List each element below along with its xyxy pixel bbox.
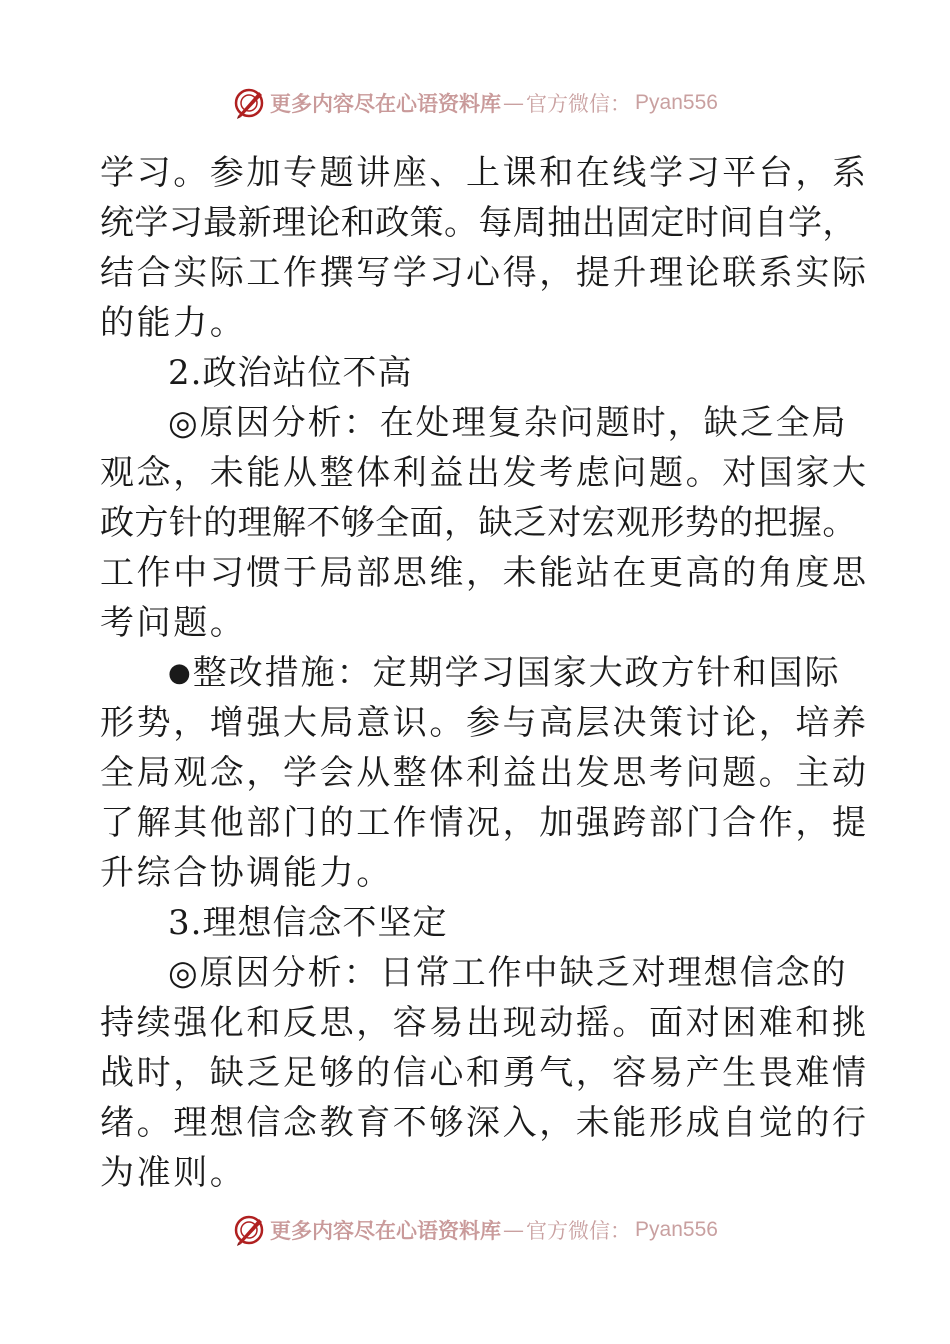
text-line: 工作中习惯于局部思维，未能站在更高的角度思	[100, 553, 869, 593]
text-line: 了解其他部门的工作情况，加强跨部门合作，提	[100, 803, 869, 843]
text-line: 结合实际工作撰写学习心得，提升理论联系实际	[100, 253, 869, 293]
section-heading: 2.政治站位不高	[168, 353, 413, 393]
text-line: 形势，增强大局意识。参与高层决策讨论，培养	[100, 703, 869, 743]
text-line: 政方针的理解不够全面，缺乏对宏观形势的把握。	[100, 503, 857, 543]
text-line: 全局观念，学会从整体利益出发思考问题。主动	[100, 753, 869, 793]
text-line: ◎原因分析：在处理复杂问题时，缺乏全局	[168, 403, 848, 443]
bullet-dot-icon: ●	[168, 658, 193, 688]
watermark-dash: —	[503, 1218, 525, 1242]
watermark-main-text: 更多内容尽在心语资料库	[270, 91, 502, 116]
watermark-main-text: 更多内容尽在心语资料库	[270, 1218, 502, 1243]
text-line: 持续强化和反思，容易出现动摇。面对困难和挑	[100, 1003, 869, 1043]
watermark-wechat-id: Pyan556	[635, 1218, 718, 1241]
pen-logo-icon	[232, 86, 266, 120]
text-line: 考问题。	[100, 603, 247, 643]
text-line: ◎原因分析：日常工作中缺乏对理想信念的	[168, 953, 848, 993]
watermark-dash: —	[503, 91, 525, 115]
footer-watermark	[0, 1210, 950, 1250]
text-line: 升综合协调能力。	[100, 853, 393, 893]
document-body	[100, 148, 869, 1198]
text-line: 统学习最新理论和政策。每周抽出固定时间自学，	[100, 203, 857, 243]
pen-logo-icon	[232, 1213, 266, 1247]
measure-paragraph-line	[100, 648, 850, 698]
header-watermark	[0, 83, 950, 123]
watermark-wechat-id: Pyan556	[635, 91, 718, 114]
text-line: 观念，未能从整体利益出发考虑问题。对国家大	[100, 453, 869, 493]
text-line: 的能力。	[100, 303, 247, 343]
text-line: 为准则。	[100, 1153, 247, 1193]
watermark-sub-text: 官方微信：	[526, 1219, 632, 1243]
text-line: 绪。理想信念教育不够深入，未能形成自觉的行	[100, 1103, 869, 1143]
text-line: 学习。参加专题讲座、上课和在线学习平台，系	[100, 153, 869, 193]
section-heading: 3.理想信念不坚定	[168, 903, 448, 943]
text-line: 整改措施：定期学习国家大政方针和国际	[192, 653, 841, 693]
watermark-sub-text: 官方微信：	[526, 92, 632, 116]
text-line: 战时，缺乏足够的信心和勇气，容易产生畏难情	[100, 1053, 869, 1093]
